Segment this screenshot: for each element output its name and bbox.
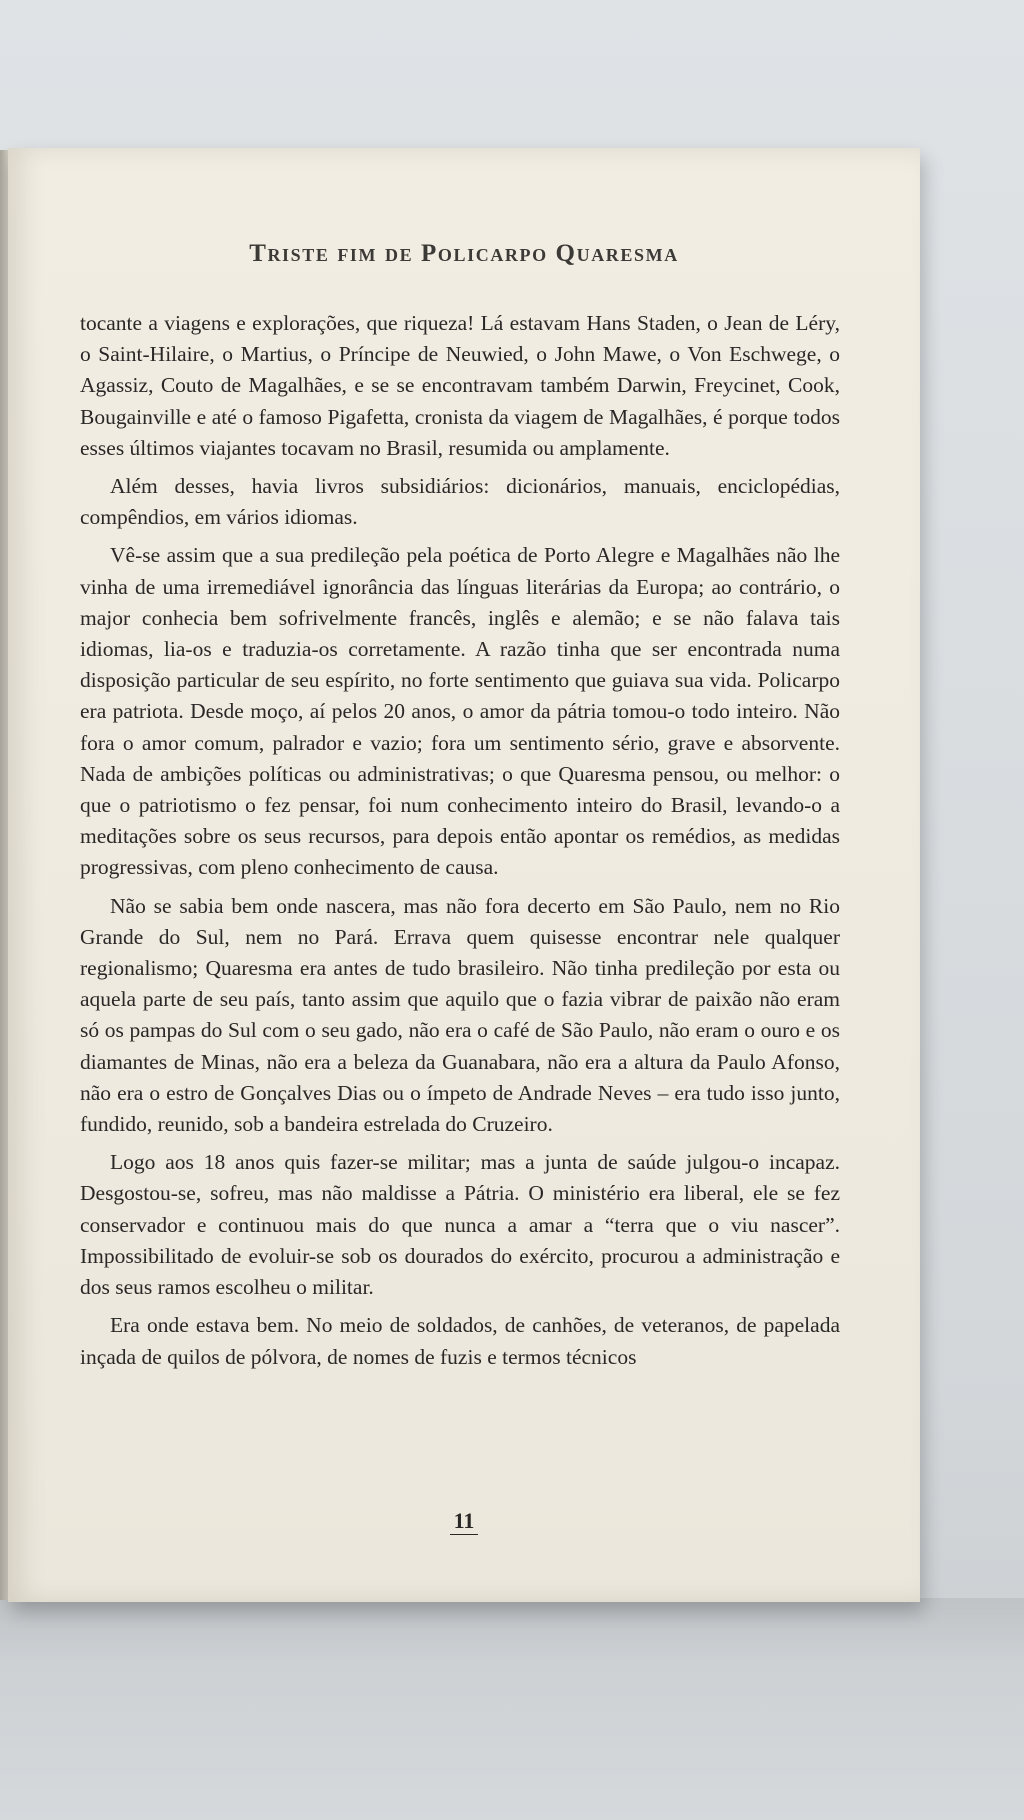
page-number-label: 11 bbox=[450, 1508, 479, 1535]
paragraph: Não se sabia bem onde nascera, mas não fora decerto em São Paulo, nem no Rio Grande do Sul, nem no Pará. Errava quem quisesse encontrar nele qualquer regionalismo; Quaresma era antes de tudo brasileiro. Não tinha predileção por esta ou aquela parte de seu país, tanto assim que aquilo que o fazia vibrar de paixão não eram só os pampas do Sul com o seu gado, não era o café de São Paulo, não eram o ouro e os diamantes de Minas, não era a beleza da Guanabara, não era a altura da Paulo Afonso, não era o estro de Gonçalves Dias ou o ímpeto de Andrade Neves – era tudo isso junto, fundido, reunido, sob a bandeira estrelada do Cruzeiro. bbox=[80, 893, 840, 1137]
paragraph-continued: tocante a viagens e explorações, que riqueza! Lá estavam Hans Staden, o Jean de Léry, o Saint-Hilaire, o Martius, o Príncipe de Neuwied, o John Mawe, o Von Eschwege, o Agassiz, Couto de Magalhães, e se se encontravam também Darwin, Freycinet, Cook, Bougainville e até o famoso Pigafetta, cronista da viagem de Magalhães, é porque todos esses últimos viajantes tocavam no Brasil, resumida ou amplamente. bbox=[80, 311, 840, 460]
running-head: Triste fim de Policarpo Quaresma bbox=[249, 240, 679, 267]
paragraph: Era onde estava bem. No meio de soldados, de canhões, de veteranos, de papelada inçada de quilos de pólvora, de nomes de fuzis e termos técnicos bbox=[80, 1313, 840, 1369]
page-number bbox=[8, 1508, 920, 1534]
book-page bbox=[8, 148, 920, 1602]
body-text bbox=[80, 308, 840, 1380]
paragraph: Vê-se assim que a sua predileção pela poética de Porto Alegre e Magalhães não lhe vinha de uma irremediável ignorância das línguas literárias da Europa; ao contrário, o major conhecia bem sofrivelmente francês, inglês e alemão; e se não falava tais idiomas, lia-os e traduzia-os corretamente. A razão tinha que ser encontrada numa disposição particular de seu espírito, no forte sentimento que guiava sua vida. Policarpo era patriota. Desde moço, aí pelos 20 anos, o amor da pátria tomou-o todo inteiro. Não fora o amor comum, palrador e vazio; fora um sentimento sério, grave e absorvente. Nada de ambições políticas ou administrativas; o que Quaresma pensou, ou melhor: o que o patriotismo o fez pensar, foi num conhecimento inteiro do Brasil, levando-o a meditações sobre os seus recursos, para depois então apontar os remédios, as medidas progressivas, com pleno conhecimento de causa. bbox=[80, 543, 840, 880]
paragraph: Além desses, havia livros subsidiários: dicionários, manuais, enciclopédias, compêndios, em vários idiomas. bbox=[80, 474, 840, 530]
paragraph: Logo aos 18 anos quis fazer-se militar; mas a junta de saúde julgou-o incapaz. Desgostou-se, sofreu, mas não maldisse a Pátria. O ministério era liberal, ele se fez conservador e continuou mais do que nunca a amar a “terra que o viu nascer”. Impossibilitado de evoluir-se sob os dourados do exército, procurou a administração e dos seus ramos escolheu o militar. bbox=[80, 1150, 840, 1300]
table-shadow bbox=[0, 1598, 1024, 1820]
